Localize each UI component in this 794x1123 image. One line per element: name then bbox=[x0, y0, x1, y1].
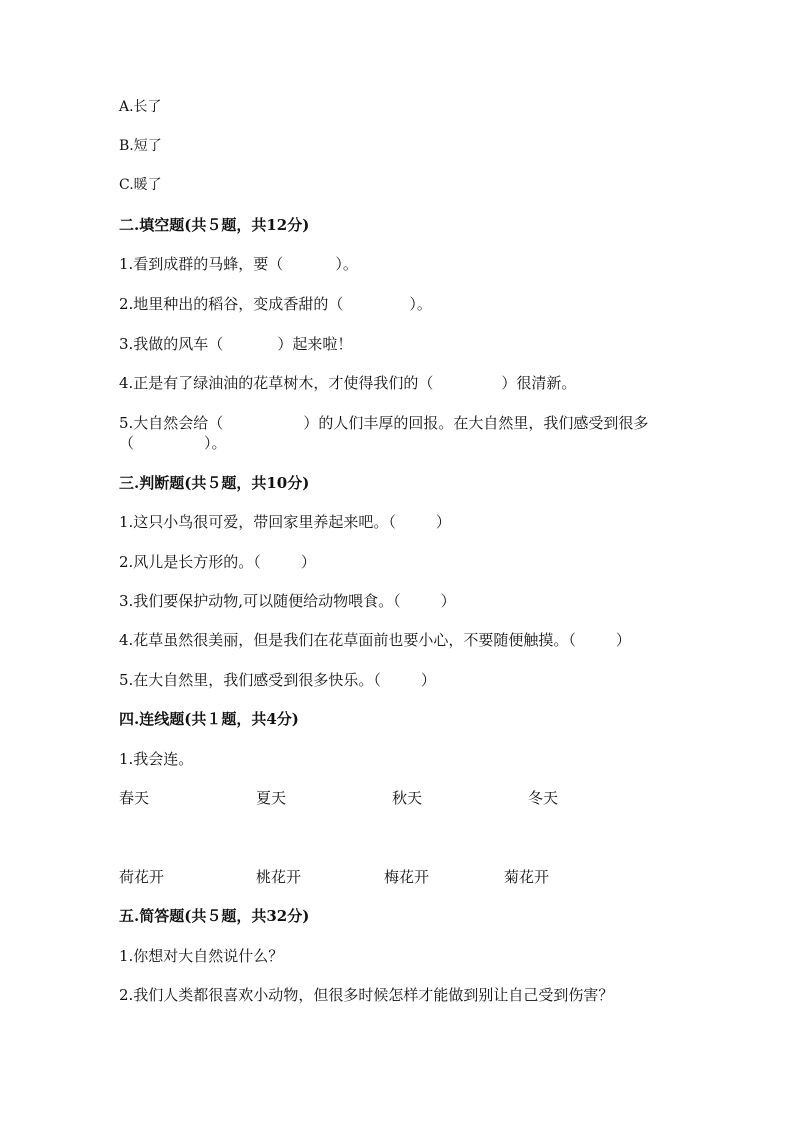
answer-question-1: 1.你想对大自然说什么？ bbox=[119, 947, 284, 965]
section-heading-true-false: 三.判断题(共５题，共10分) bbox=[119, 474, 310, 492]
section-heading-short-answer: 五.简答题(共５题，共32分) bbox=[119, 907, 310, 925]
fill-question-2: 2.地里种出的稻谷，变成香甜的（ ）。 bbox=[119, 295, 432, 313]
option-c: C.暖了 bbox=[119, 177, 162, 193]
section-heading-fill-blank: 二.填空题(共５题，共12分) bbox=[119, 216, 310, 234]
season-spring: 春天 bbox=[119, 789, 150, 807]
judge-question-2: 2.风儿是长方形的。（ ） bbox=[119, 553, 316, 571]
matching-top-row bbox=[0, 788, 794, 808]
fill-question-1: 1.看到成群的马蜂，要（ ）。 bbox=[119, 255, 358, 273]
option-b: B.短了 bbox=[119, 138, 162, 154]
matching-bottom-row bbox=[0, 867, 794, 887]
flower-plum: 梅花开 bbox=[384, 868, 430, 886]
flower-chrysanthemum: 菊花开 bbox=[504, 868, 550, 886]
judge-question-4: 4.花草虽然很美丽，但是我们在花草面前也要小心，不要随便触摸。（ ） bbox=[119, 631, 631, 649]
answer-question-2: 2.我们人类都很喜欢小动物，但很多时候怎样才能做到别让自己受到伤害？ bbox=[119, 986, 614, 1004]
judge-question-3: 3.我们要保护动物,可以随便给动物喂食。（ ） bbox=[119, 592, 456, 610]
season-winter: 冬天 bbox=[528, 789, 559, 807]
judge-question-5: 5.在大自然里，我们感受到很多快乐。（ ） bbox=[119, 671, 436, 689]
section-heading-matching: 四.连线题(共１题，共4分) bbox=[119, 710, 299, 728]
fill-question-5: 5.大自然会给（ ）的人们丰厚的回报。在大自然里，我们感受到很多 bbox=[119, 414, 649, 432]
judge-question-1: 1.这只小鸟很可爱，带回家里养起来吧。（ ） bbox=[119, 513, 451, 531]
fill-question-3: 3.我做的风车（ ）起来啦！ bbox=[119, 335, 353, 353]
matching-question-1: 1.我会连。 bbox=[119, 750, 194, 768]
flower-peach: 桃花开 bbox=[256, 868, 302, 886]
season-summer: 夏天 bbox=[256, 789, 287, 807]
fill-question-5-continued: （ ）。 bbox=[119, 434, 227, 452]
option-a: A.长了 bbox=[119, 99, 162, 115]
fill-question-4: 4.正是有了绿油油的花草树木，才使得我们的（ ）很清新。 bbox=[119, 374, 577, 392]
season-autumn: 秋天 bbox=[392, 789, 423, 807]
flower-lotus: 荷花开 bbox=[119, 868, 165, 886]
